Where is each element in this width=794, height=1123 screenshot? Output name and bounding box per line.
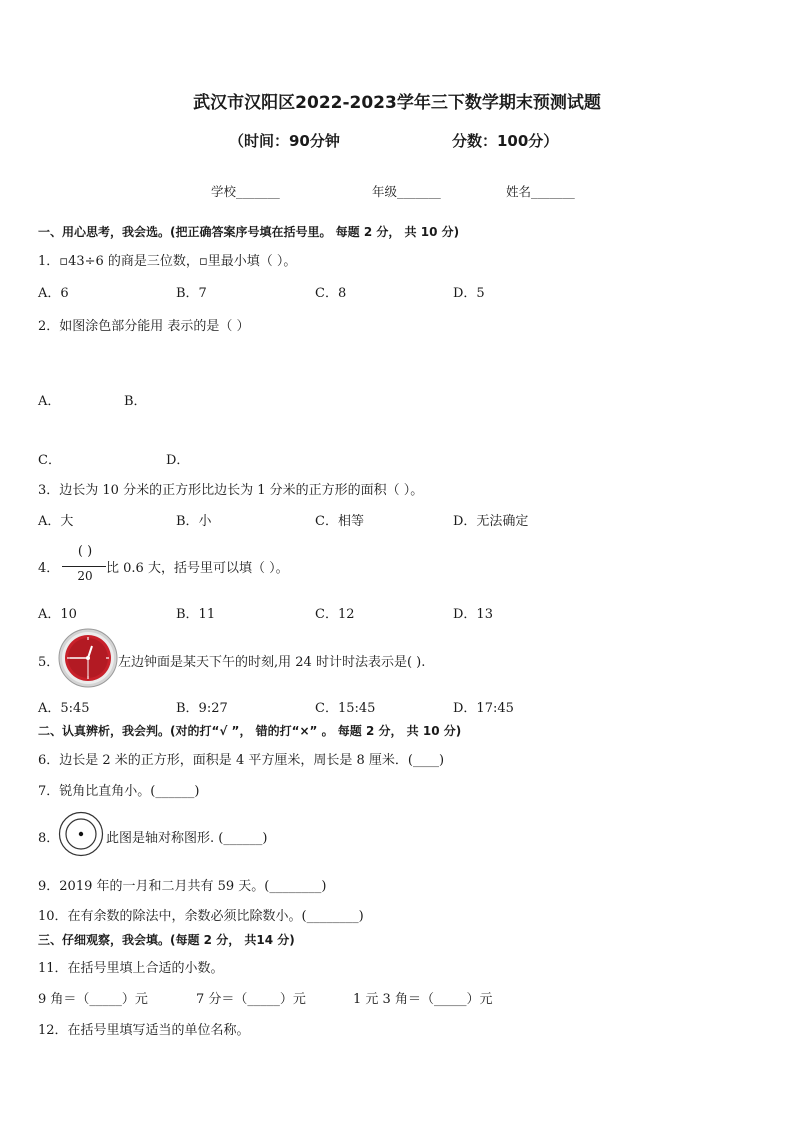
- school-field: 学校_______: [211, 184, 280, 199]
- question-10: 10．在有余数的除法中，余数必须比除数小。(________): [38, 909, 364, 924]
- q5-option-a: A．5:45: [38, 701, 90, 716]
- page-title: 武汉市汉阳区2022-2023学年三下数学期末预测试题: [193, 93, 601, 113]
- question-4-text: 比 0.6 大，括号里可以填（ ）。: [106, 561, 289, 576]
- question-11: 11．在括号里填上合适的小数。: [38, 961, 224, 976]
- q4-fraction-bar: [62, 566, 106, 567]
- q5-option-d: D．17:45: [453, 701, 514, 716]
- question-8-text: 此图是轴对称图形. (______): [106, 831, 268, 846]
- question-2: 2．如图涂色部分能用 表示的是（ ）: [38, 319, 250, 334]
- q4-fraction: [60, 544, 110, 586]
- q1-option-c: C．8: [315, 286, 347, 301]
- q2-option-c: C．: [38, 453, 61, 468]
- section-3-heading: 三、仔细观察，我会填。(每题 2 分， 共14 分): [38, 933, 295, 947]
- question-12: 12．在括号里填写适当的单位名称。: [38, 1023, 250, 1038]
- q1-option-d: D．5: [453, 286, 485, 301]
- question-7: 7．锐角比直角小。(______): [38, 784, 200, 799]
- grade-field: 年级_______: [372, 184, 441, 199]
- section-2-heading: 二、认真辨析，我会判。(对的打“√ ”， 错的打“×” 。 每题 2 分， 共 10 分): [38, 724, 462, 738]
- q4-option-d: D．13: [453, 607, 493, 622]
- q4-fraction-numerator: ( ): [77, 544, 93, 559]
- q5-option-b: B．9:27: [176, 701, 228, 716]
- question-1: 1．▫43÷6 的商是三位数，▫里最小填（ ）。: [38, 254, 297, 269]
- exam-time: （时间：90分钟: [229, 132, 340, 150]
- q4-option-b: B．11: [176, 607, 216, 622]
- q11-item-1: 9 角＝（_____）元: [38, 992, 148, 1007]
- name-field: 姓名_______: [506, 184, 575, 199]
- question-5-number: 5．: [38, 655, 60, 670]
- question-6: 6．边长是 2 米的正方形，面积是 4 平方厘米，周长是 8 厘米．(____): [38, 753, 445, 768]
- section-1-heading: 一、用心思考，我会选。(把正确答案序号填在括号里。 每题 2 分， 共 10 分): [38, 225, 460, 239]
- question-9: 9．2019 年的一月和二月共有 59 天。(________): [38, 879, 327, 894]
- q3-option-b: B．小: [176, 514, 212, 529]
- q3-option-d: D．无法确定: [453, 514, 529, 529]
- q4-option-a: A．10: [38, 607, 77, 622]
- q5-option-c: C．15:45: [315, 701, 376, 716]
- question-8-number: 8．: [38, 831, 60, 846]
- clock-icon: [58, 628, 118, 688]
- question-5-text: 左边钟面是某天下午的时刻,用 24 时计时法表示是( ).: [118, 655, 426, 670]
- q4-fraction-denominator: 20: [77, 569, 93, 583]
- q2-option-d: D．: [166, 453, 190, 468]
- q2-option-a: A．: [38, 394, 61, 409]
- exam-score: 分数：100分）: [452, 132, 559, 150]
- q2-option-b: B．: [124, 394, 147, 409]
- q1-option-a: A．6: [38, 286, 69, 301]
- q3-option-a: A．大: [38, 514, 74, 529]
- q11-item-2: 7 分＝（_____）元: [196, 992, 306, 1007]
- q4-option-c: C．12: [315, 607, 355, 622]
- q3-option-c: C．相等: [315, 514, 364, 529]
- question-3: 3．边长为 10 分米的正方形比边长为 1 分米的正方形的面积（ ）。: [38, 483, 424, 498]
- q11-item-3: 1 元 3 角＝（_____）元: [353, 992, 493, 1007]
- q1-option-b: B．7: [176, 286, 207, 301]
- concentric-circles-icon: [58, 811, 104, 857]
- question-4-number: 4．: [38, 561, 60, 576]
